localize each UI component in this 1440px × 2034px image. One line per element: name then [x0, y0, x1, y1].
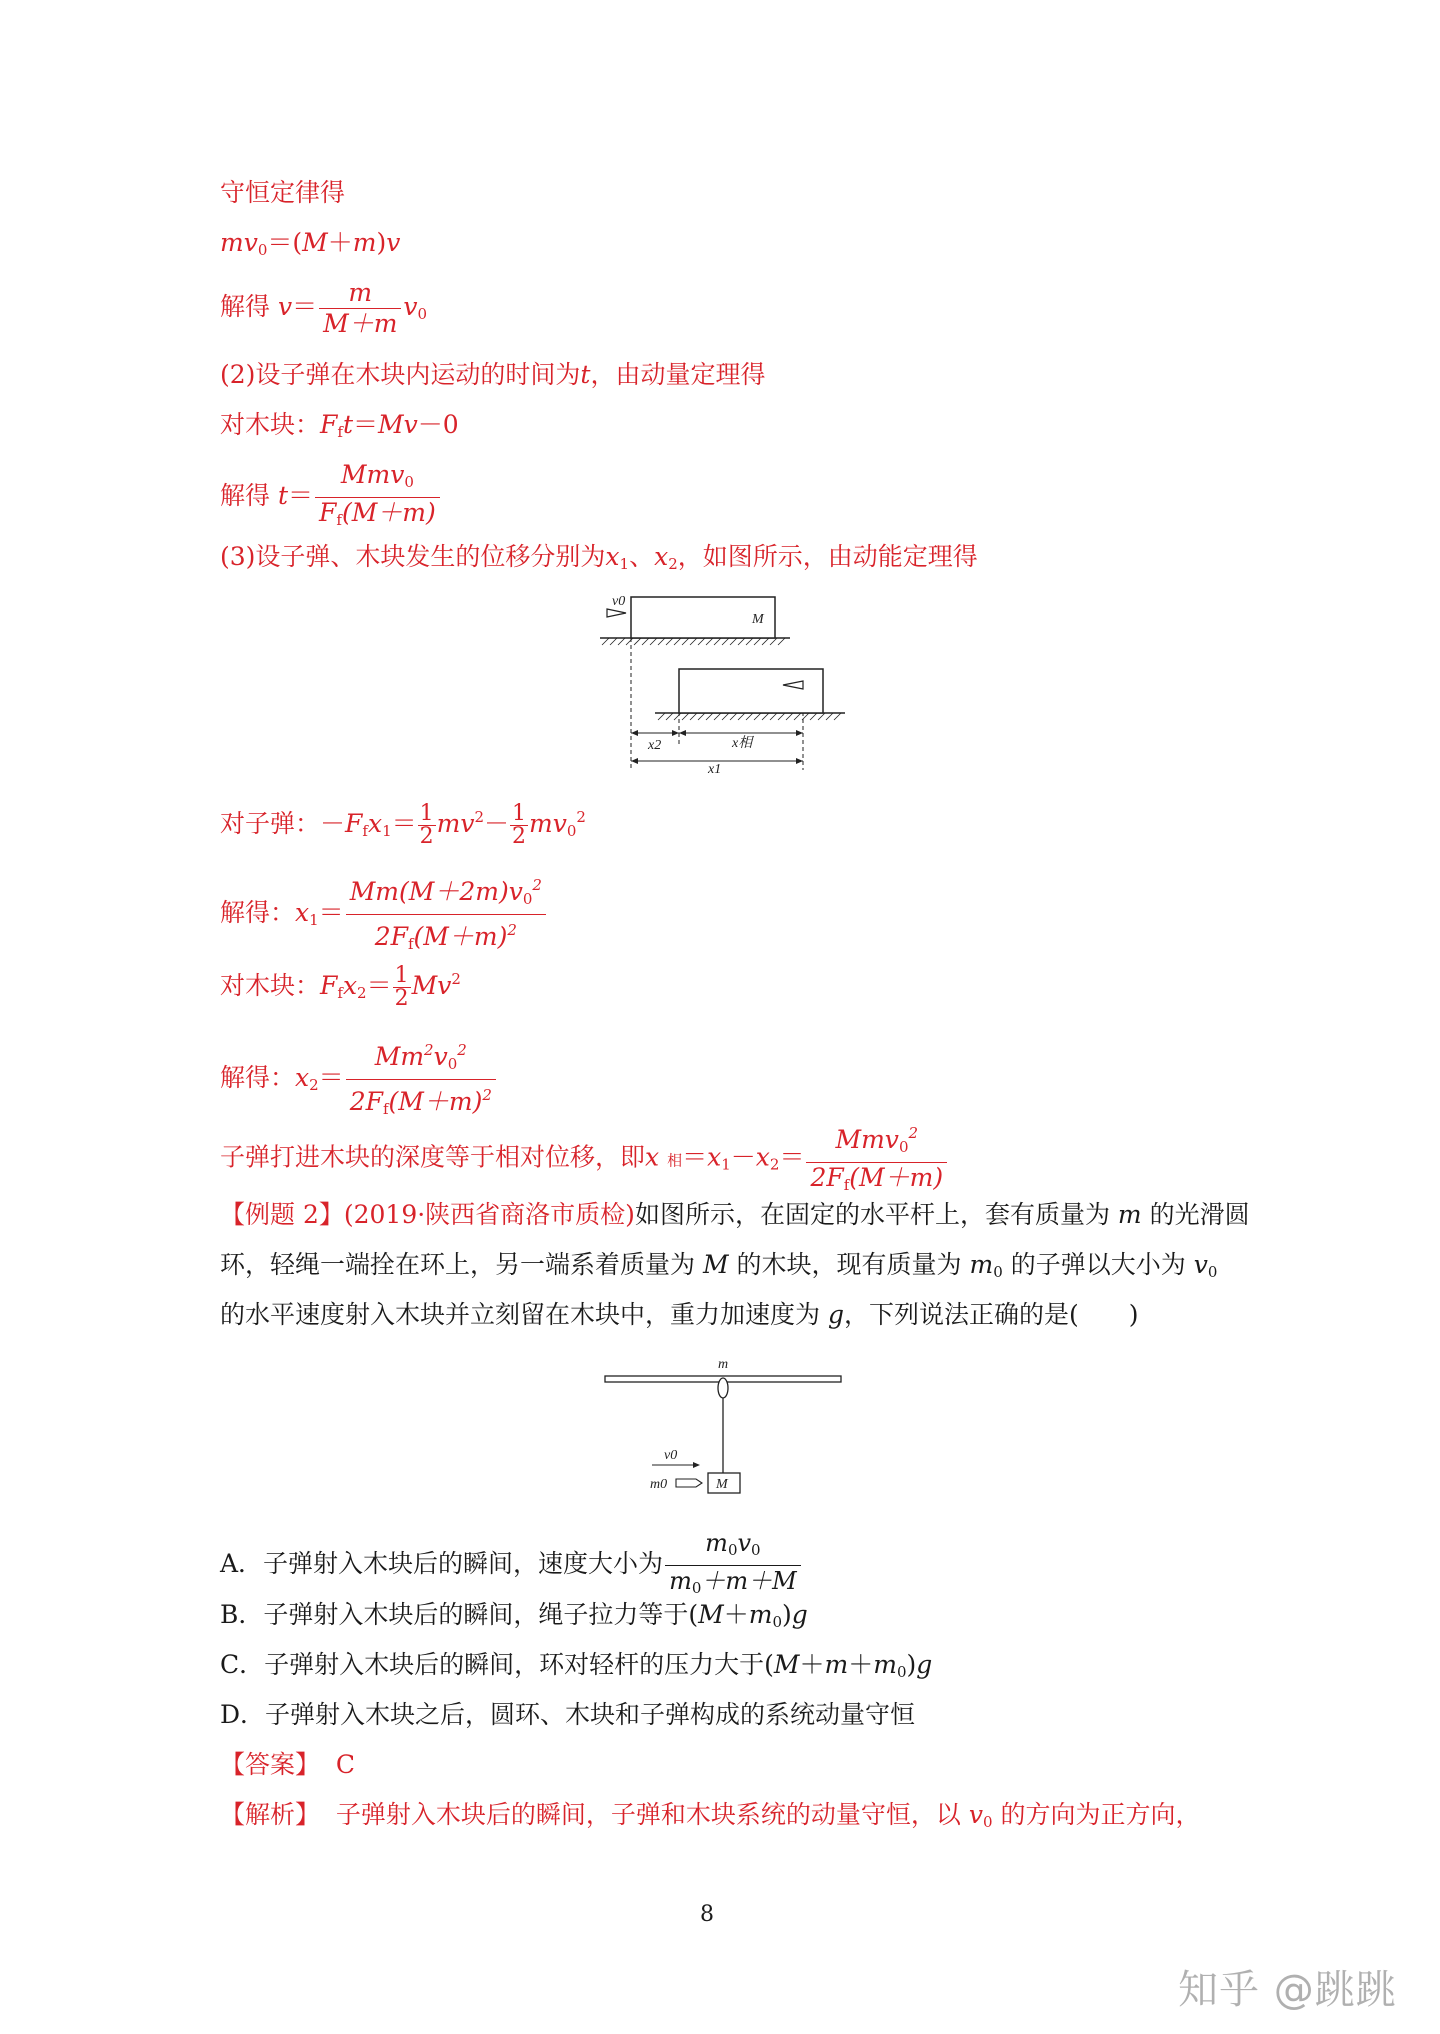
label-m: m: [718, 1357, 729, 1372]
text-var: t: [580, 360, 591, 389]
label-xrel: x相: [732, 736, 753, 751]
example-source: (2019·陕西省商洛市质检): [343, 1200, 635, 1229]
option-a[interactable]: A．子弹射入木块后的瞬间，速度大小为 $\frac{m_0v_0}{m_0+m+M}$: [220, 1528, 803, 1603]
text: 的水平速度射入木块并立刻留在木块中，重力加速度为: [220, 1300, 821, 1329]
text: 如图所示，在固定的水平杆上，套有质量为: [634, 1200, 1110, 1229]
text: 解得：: [220, 1063, 296, 1092]
analysis-tag: 【解析】: [220, 1800, 321, 1829]
equation-impulse: 对木块：$F_ft=Mv-0$: [220, 410, 459, 441]
solution-line-1: [220, 176, 345, 210]
text: 环，轻绳一端拴在环上，另一端系着质量为: [220, 1250, 696, 1279]
solution-x2: 解得：$x_2=$ $\frac{Mm^2v_0^2}{2F_f(M+m)^2}$: [220, 1035, 498, 1124]
text: 守恒定律得: [220, 178, 346, 207]
text: 的子弹以大小为: [1010, 1250, 1186, 1279]
label-v0: v0: [612, 594, 626, 609]
example-tag: 【例题 2】: [220, 1200, 344, 1229]
text: 的方向为正方向，: [1000, 1800, 1201, 1829]
text: 对子弹：: [220, 809, 321, 838]
text: ，如图所示，由动能定理得: [677, 542, 978, 571]
option-b[interactable]: B．子弹射入木块后的瞬间，绳子拉力等于$(M+m_0)g$: [220, 1600, 808, 1631]
solution-depth: 子弹打进木块的深度等于相对位移，即x 相$=x_1-x_2=$ $\frac{Mmv_0^2}{2F_f(M+m)}$: [220, 1118, 949, 1200]
answer-value: C: [335, 1750, 356, 1779]
equation-momentum: $mv_0=(M+m)v$: [220, 228, 401, 259]
example-2-line-1: 【例题 2】(2019·陕西省商洛市质检)如图所示，在固定的水平杆上，套有质量为 m 的光滑圆: [220, 1200, 1250, 1229]
text: (2)设子弹在木块内运动的时间为: [220, 360, 581, 389]
label-x2: x2: [648, 738, 662, 753]
equation-block-energy: 对木块：$F_fx_2=$ $\frac{1}{2}$ Mv$^2$: [220, 963, 461, 1011]
example-2-line-2: 环，轻绳一端拴在环上，另一端系着质量为 M 的木块，现有质量为 $m_0$ 的子弹以大小为 $v_0$: [220, 1250, 1218, 1281]
watermark: 知乎 @跳跳: [1178, 1967, 1397, 2013]
option-d-text: D．子弹射入木块之后，圆环、木块和子弹构成的系统动量守恒: [220, 1700, 916, 1729]
text: 的光滑圆: [1149, 1200, 1250, 1229]
option-d[interactable]: [220, 1698, 915, 1732]
text: 的木块，现有质量为: [736, 1250, 962, 1279]
solution-part3: (3)设子弹、木块发生的位移分别为$x_1$、$x_2$，如图所示，由动能定理得: [220, 542, 978, 573]
label-x1: x1: [708, 762, 722, 775]
solution-time: 解得 t＝ $\frac{Mmv_0}{F_f(M+m)}$: [220, 460, 442, 535]
text: ，由动量定理得: [590, 360, 766, 389]
bullet-block-displacement-diagram: [590, 585, 860, 775]
solution-x1: 解得：$x_1=$ $\frac{Mm(M+2m)v_0^2}{2F_f(M+m)^2}$: [220, 870, 548, 959]
option-c[interactable]: C．子弹射入木块后的瞬间，环对轻杆的压力大于$(M+m+m_0)g$: [220, 1650, 933, 1681]
text: 解得: [220, 481, 271, 510]
text: ，下列说法正确的是( ): [843, 1300, 1139, 1329]
text: (3)设子弹、木块发生的位移分别为: [220, 542, 606, 571]
text: 解得：: [220, 898, 296, 927]
text: 子弹射入木块后的瞬间，子弹和木块系统的动量守恒，以: [335, 1800, 961, 1829]
text: 子弹打进木块的深度等于相对位移，即: [220, 1142, 646, 1172]
option-a-text: A．子弹射入木块后的瞬间，速度大小为: [220, 1549, 664, 1578]
text: 解得: [220, 292, 271, 321]
option-c-text: C．子弹射入木块后的瞬间，环对轻杆的压力大于: [220, 1650, 765, 1679]
answer: [220, 1748, 355, 1782]
ring-rod-block-diagram: [600, 1352, 850, 1497]
text: 对木块：: [220, 971, 321, 1000]
solution-velocity: 解得 v＝ $\frac{m}{M+m}$ $v_0$: [220, 278, 428, 338]
label-v0: v0: [664, 1448, 678, 1463]
option-b-text: B．子弹射入木块后的瞬间，绳子拉力等于: [220, 1600, 689, 1629]
solution-part2: [220, 358, 765, 392]
equation-bullet-energy: 对子弹：$-F_fx_1=$ $\frac{1}{2}$ $mv^2-$ $\frac{1}{2}$ $mv_0^2$: [220, 801, 586, 849]
label-m0: m0: [650, 1477, 668, 1492]
text: 对木块：: [220, 410, 321, 439]
analysis: 【解析】 子弹射入木块后的瞬间，子弹和木块系统的动量守恒，以 $v_0$ 的方向为正方向，: [220, 1800, 1201, 1831]
answer-tag: 【答案】: [220, 1750, 321, 1779]
example-2-line-3: 的水平速度射入木块并立刻留在木块中，重力加速度为 g，下列说法正确的是( ): [220, 1300, 1139, 1329]
label-M: M: [752, 612, 764, 627]
page-number: 8: [700, 1902, 714, 1927]
label-M: M: [716, 1477, 728, 1492]
